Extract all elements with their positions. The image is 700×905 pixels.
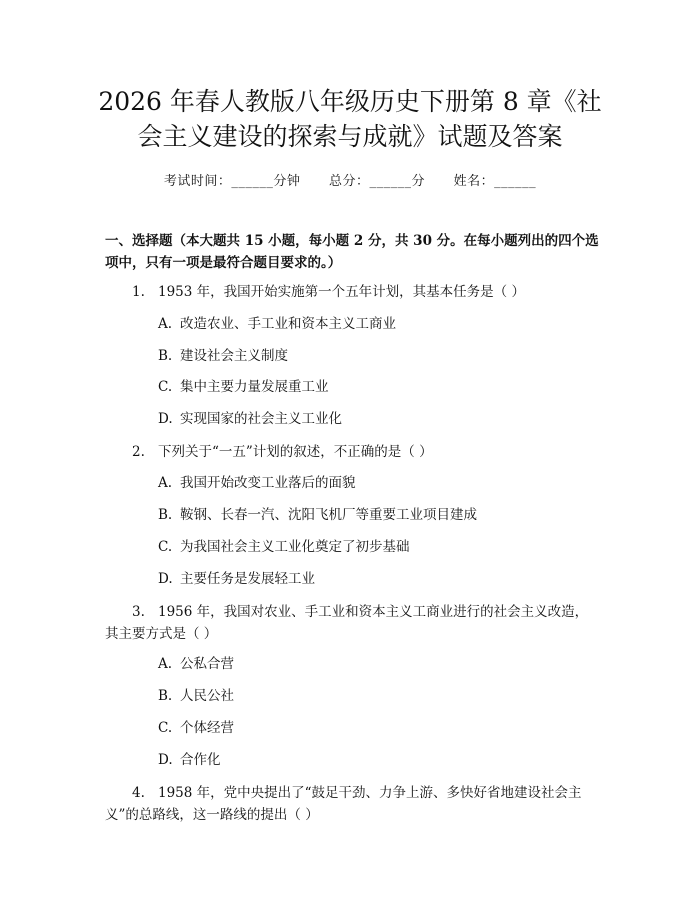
question-2-option-c xyxy=(158,537,410,557)
option-text: 我国开始改变工业落后的面貌 xyxy=(180,475,356,491)
question-2-option-d xyxy=(158,569,315,589)
question-3-option-b xyxy=(158,686,234,706)
option-letter: B. xyxy=(158,507,173,523)
option-text: 人民公社 xyxy=(180,688,234,704)
option-text: 主要任务是发展轻工业 xyxy=(180,571,315,587)
question-1 xyxy=(132,281,525,303)
question-2-option-b xyxy=(158,505,477,525)
question-1-option-b xyxy=(158,346,288,366)
exam-info-line xyxy=(0,170,700,189)
option-letter: B. xyxy=(158,688,173,704)
question-3-option-d xyxy=(158,750,221,770)
option-letter: C. xyxy=(158,539,173,555)
option-letter: D. xyxy=(158,752,173,768)
option-text: 实现国家的社会主义工业化 xyxy=(180,411,342,427)
question-1-option-c xyxy=(158,377,329,397)
option-text: 改造农业、手工业和资本主义工商业 xyxy=(180,316,396,332)
question-3-option-a xyxy=(158,654,234,674)
option-text: 公私合营 xyxy=(180,656,234,672)
section-heading-line-2: 项中，只有一项是最符合题目要求的。） xyxy=(105,255,342,271)
question-1-option-a xyxy=(158,314,396,334)
question-text: 下列关于“一五”计划的叙述，不正确的是（ ） xyxy=(158,444,433,460)
option-letter: A. xyxy=(158,656,173,672)
option-letter: A. xyxy=(158,475,173,491)
option-letter: C. xyxy=(158,720,173,736)
option-text: 鞍钢、长春一汽、沈阳飞机厂等重要工业项目建成 xyxy=(180,507,477,523)
question-number: 3. xyxy=(132,604,145,620)
student-name-field: 姓名：______ xyxy=(453,174,537,189)
question-4-line-2: 义”的总路线，这一路线的提出（ ） xyxy=(105,807,319,823)
question-text: 1958 年，党中央提出了“鼓足干劲、力争上游、多快好省地建设社会主 xyxy=(158,785,582,801)
option-letter: A. xyxy=(158,316,173,332)
section-heading-line-1: 一、选择题（本大题共 15 小题，每小题 2 分，共 30 分。在每小题列出的四个选 xyxy=(105,233,599,249)
exam-title-line-1: 2026 年春人教版八年级历史下册第 8 章《社 xyxy=(98,87,602,116)
option-letter: D. xyxy=(158,571,173,587)
question-3-option-c xyxy=(158,718,234,738)
question-number: 2. xyxy=(132,444,145,460)
option-letter: D. xyxy=(158,411,173,427)
question-2-option-a xyxy=(158,473,356,493)
option-text: 合作化 xyxy=(180,752,221,768)
option-text: 建设社会主义制度 xyxy=(180,348,288,364)
question-text: 1956 年，我国对农业、手工业和资本主义工商业进行的社会主义改造， xyxy=(158,604,589,620)
option-text: 个体经营 xyxy=(180,720,234,736)
question-number: 4. xyxy=(132,785,145,801)
option-letter: C. xyxy=(158,379,173,395)
total-score-field: 总分：______分 xyxy=(328,174,425,189)
question-1-option-d xyxy=(158,409,342,429)
question-number: 1. xyxy=(132,284,145,300)
exam-time-field: 考试时间：______分钟 xyxy=(163,174,301,189)
exam-title-line-2: 会主义建设的探索与成就》试题及答案 xyxy=(137,122,563,151)
option-letter: B. xyxy=(158,348,173,364)
question-text: 1953 年，我国开始实施第一个五年计划，其基本任务是（ ） xyxy=(158,284,525,300)
question-3-line-1 xyxy=(132,601,588,623)
question-4-line-1 xyxy=(132,782,582,804)
option-text: 集中主要力量发展重工业 xyxy=(180,379,329,395)
question-3-line-2: 其主要方式是（ ） xyxy=(105,626,218,642)
question-2 xyxy=(132,441,433,463)
option-text: 为我国社会主义工业化奠定了初步基础 xyxy=(180,539,410,555)
